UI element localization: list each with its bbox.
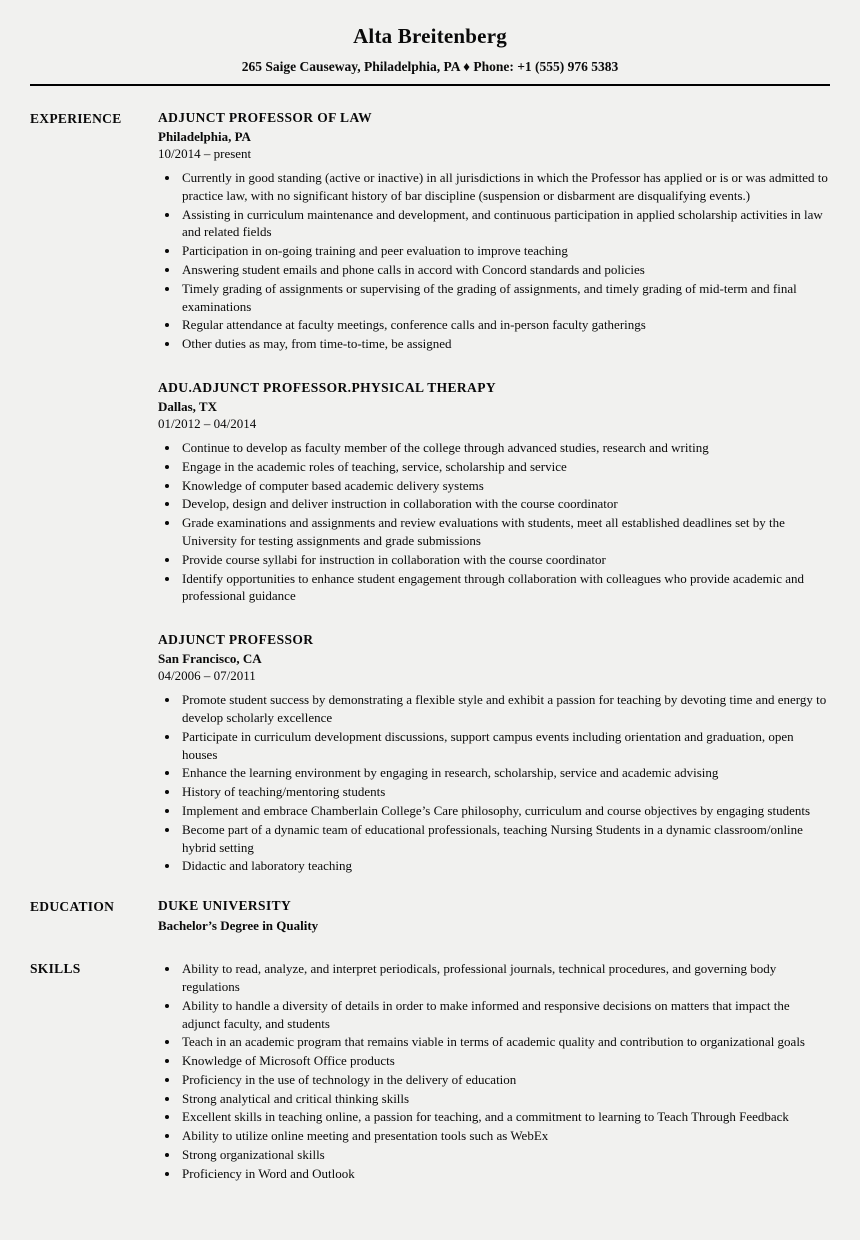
skill-bullet: • Teach in an academic program that remains viable in terms of academic quality and contribution to organizational goals: [180, 1033, 830, 1051]
job-bullet: • Implement and embrace Chamberlain College’s Care philosophy, curriculum and course objectives by engaging students: [180, 802, 830, 820]
job-bullet: • Assisting in curriculum maintenance and development, and continuous participation in applied scholarship activities in law and related fields: [180, 206, 830, 242]
section-label-education: EDUCATION: [30, 899, 115, 915]
job-bullet: • Answering student emails and phone calls in accord with Concord standards and policies: [180, 261, 830, 279]
job-bullet: • Promote student success by demonstrating a flexible style and exhibit a passion for teaching by devoting time and energy to develop scholarly excellence: [180, 691, 830, 727]
education-section: [30, 898, 830, 934]
education-content: [158, 898, 830, 934]
job-bullet: • Timely grading of assignments or supervising of the grading of assignments, and timely grading of mid-term and final examinations: [180, 280, 830, 316]
job-bullet: • Develop, design and deliver instruction in collaboration with the course coordinator: [180, 495, 830, 513]
job-bullet: • Other duties as may, from time-to-time, be assigned: [180, 335, 830, 353]
skills-content: [158, 960, 830, 1184]
skill-bullet: • Strong analytical and critical thinking skills: [180, 1090, 830, 1108]
job-bullet-list: [158, 169, 830, 353]
skills-list: [158, 960, 830, 1183]
skill-bullet: • Ability to handle a diversity of details in order to make informed and responsive decisions on matters that impact the adjunct faculty, and students: [180, 997, 830, 1033]
job-bullet-list: [158, 439, 830, 605]
job-bullet: • Didactic and laboratory teaching: [180, 857, 830, 875]
section-label-experience: EXPERIENCE: [30, 111, 122, 126]
skill-bullet: • Strong organizational skills: [180, 1146, 830, 1164]
resume-body: [30, 110, 830, 1184]
job-bullet-list: [158, 691, 830, 875]
job-bullet: • Enhance the learning environment by engaging in research, scholarship, service and academic advising: [180, 764, 830, 782]
job-bullet: • Identify opportunities to enhance student engagement through collaboration with colleagues who provide academic and professional guidance: [180, 570, 830, 606]
job-title: ADJUNCT PROFESSOR: [158, 632, 314, 648]
header-divider: [30, 84, 830, 86]
job-location: Philadelphia, PA: [158, 129, 251, 144]
job-entry: [158, 632, 830, 875]
job-bullet: • History of teaching/mentoring students: [180, 783, 830, 801]
job-bullet: • Participate in curriculum development discussions, support campus events including orientation and graduation, open houses: [180, 728, 830, 764]
contact-line: 265 Saige Causeway, Philadelphia, PA ♦ Phone: +1 (555) 976 5383: [241, 59, 619, 74]
skill-bullet: • Ability to utilize online meeting and presentation tools such as WebEx: [180, 1127, 830, 1145]
skill-bullet: • Proficiency in Word and Outlook: [180, 1165, 830, 1183]
skills-section: [30, 960, 830, 1184]
skill-bullet: • Knowledge of Microsoft Office products: [180, 1052, 830, 1070]
job-dates: 01/2012 – 04/2014: [158, 415, 257, 431]
job-entry: [158, 110, 830, 353]
job-dates: 04/2006 – 07/2011: [158, 668, 256, 684]
job-bullet: • Become part of a dynamic team of educational professionals, teaching Nursing Students in a dynamic classroom/online hybrid setting: [180, 821, 830, 857]
job-entry: [158, 380, 830, 605]
experience-section: [30, 110, 830, 876]
job-bullet: • Knowledge of computer based academic delivery systems: [180, 477, 830, 495]
skill-bullet: • Ability to read, analyze, and interpret periodicals, professional journals, technical procedures, and governing body regulations: [180, 960, 830, 996]
school-name: DUKE UNIVERSITY: [158, 898, 292, 914]
job-bullet: • Continue to develop as faculty member of the college through advanced studies, research and writing: [180, 439, 830, 457]
skill-bullet: • Proficiency in the use of technology in the delivery of education: [180, 1071, 830, 1089]
job-bullet: • Participation in on-going training and peer evaluation to improve teaching: [180, 242, 830, 260]
job-location: Dallas, TX: [158, 398, 217, 414]
job-dates: 10/2014 – present: [158, 146, 252, 161]
skill-bullet: • Excellent skills in teaching online, a passion for teaching, and a commitment to learning to Teach Through Feedback: [180, 1108, 830, 1126]
job-bullet: • Regular attendance at faculty meetings, conference calls and in-person faculty gatherings: [180, 316, 830, 334]
degree-line: Bachelor’s Degree in Quality: [158, 918, 319, 934]
job-bullet: • Engage in the academic roles of teaching, service, scholarship and service: [180, 458, 830, 476]
job-title: ADU.ADJUNCT PROFESSOR.PHYSICAL THERAPY: [158, 379, 496, 395]
job-location: San Francisco, CA: [158, 651, 262, 667]
job-title: ADJUNCT PROFESSOR OF LAW: [158, 110, 372, 125]
section-label-skills: SKILLS: [30, 961, 81, 977]
resume-header: [30, 24, 830, 86]
job-bullet: • Provide course syllabi for instruction in collaboration with the course coordinator: [180, 551, 830, 569]
job-bullet: • Currently in good standing (active or inactive) in all jurisdictions in which the Professor has applied or is or was admitted to practice law, with no significant history of bar discipline (suspension or disbarment are disqualifying events.): [180, 169, 830, 205]
person-name: Alta Breitenberg: [353, 24, 507, 48]
experience-content: [158, 110, 830, 876]
job-bullet: • Grade examinations and assignments and review evaluations with students, meet all established deadlines set by the University for testing assignments and grade submissions: [180, 514, 830, 550]
